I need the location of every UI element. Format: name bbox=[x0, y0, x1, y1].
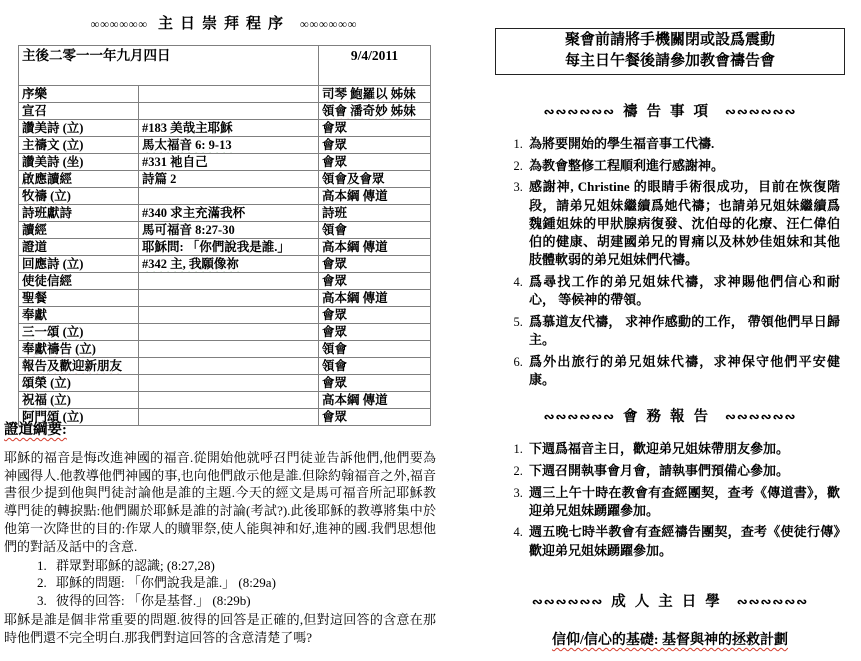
program-item-label: 三一頌 (立) bbox=[22, 325, 84, 339]
program-row bbox=[19, 392, 431, 409]
program-item-cell bbox=[19, 392, 139, 409]
program-who-cell bbox=[319, 171, 431, 188]
program-item-label: 阿門頌 (立) bbox=[22, 410, 84, 424]
program-content-text: #183 美哉主耶穌 bbox=[142, 121, 233, 135]
program-content-cell bbox=[139, 324, 319, 341]
worship-program-title: 主日崇拜程序 bbox=[157, 16, 290, 32]
ornament-swirl-icon: ∾∾∾∾∾∾ bbox=[725, 409, 797, 425]
program-item-cell bbox=[19, 324, 139, 341]
program-item-label: 祝福 (立) bbox=[22, 393, 71, 407]
program-who-text: 會眾 bbox=[322, 257, 348, 271]
program-item-label: 奉獻禱告 (立) bbox=[22, 342, 96, 356]
sermon-points-list bbox=[50, 557, 436, 610]
program-table bbox=[18, 45, 431, 426]
program-row bbox=[19, 307, 431, 324]
ornament-swirl-icon: ∾∾∾∾∾∾ bbox=[736, 593, 809, 609]
program-content-cell bbox=[139, 307, 319, 324]
program-content-cell bbox=[139, 392, 319, 409]
date-row bbox=[19, 46, 431, 86]
program-content-text: 馬可福音 8:27-30 bbox=[142, 223, 235, 237]
program-item-label: 聖餐 bbox=[22, 291, 48, 305]
program-content-cell bbox=[139, 256, 319, 273]
program-content-cell bbox=[139, 358, 319, 375]
program-item-cell bbox=[19, 86, 139, 103]
sermon-paragraph-1: 耶穌的福音是悔改進神國的福音.從開始他就呼召門徒並告訴他們,他們要為神國得人.他教導他們神國的事,也向他們啟示他是誰.但除約翰福音之外,福音書很少提到他與門徒討論他是誰的主題.今天的經文是馬可福音所記耶穌教導門徒的轉捩點:他們關於耶穌是誰的討論(考試?).此後耶穌的教導將集中於他第一次降世的目的:作眾人的贖罪祭,使人能與神和好,進神的國.我們思想他們的對話及話中的含意. bbox=[4, 449, 436, 554]
program-row bbox=[19, 120, 431, 137]
program-row bbox=[19, 188, 431, 205]
program-who-cell bbox=[319, 103, 431, 120]
program-who-text: 領會 bbox=[322, 223, 348, 237]
program-who-text: 會眾 bbox=[322, 121, 348, 135]
program-who-text: 會眾 bbox=[322, 325, 348, 339]
program-item-cell bbox=[19, 341, 139, 358]
program-row bbox=[19, 137, 431, 154]
prayer-item: 4. 爲尋找工作的弟兄姐妹代禱，求神賜他們信心和耐心， 等候神的帶領。 bbox=[526, 273, 840, 309]
program-row bbox=[19, 86, 431, 103]
ornament-swirl-icon: ∾∾∾∾∾∾ bbox=[531, 593, 604, 609]
program-item-label: 奉獻 bbox=[22, 308, 48, 322]
program-item-cell bbox=[19, 171, 139, 188]
program-item-label: 序樂 bbox=[22, 87, 48, 101]
program-row bbox=[19, 171, 431, 188]
program-row bbox=[19, 239, 431, 256]
program-row bbox=[19, 358, 431, 375]
program-item-cell bbox=[19, 239, 139, 256]
prayer-items-list bbox=[504, 135, 840, 389]
program-content-cell bbox=[139, 137, 319, 154]
program-who-text: 領會及會眾 bbox=[322, 172, 385, 186]
program-content-cell bbox=[139, 205, 319, 222]
program-item-cell bbox=[19, 256, 139, 273]
program-item-cell bbox=[19, 307, 139, 324]
program-content-cell bbox=[139, 341, 319, 358]
program-item-label: 牧禱 (立) bbox=[22, 189, 71, 203]
program-who-cell bbox=[319, 188, 431, 205]
program-item-label: 詩班獻詩 bbox=[22, 206, 73, 220]
program-content-cell bbox=[139, 222, 319, 239]
date-cell bbox=[19, 46, 319, 86]
sermon-point: 1. 群眾對耶穌的認識; (8:27,28) bbox=[50, 557, 436, 575]
ornament-swirl-icon: ∾∾∾∾∾∾ bbox=[543, 409, 615, 425]
program-item-cell bbox=[19, 290, 139, 307]
date-value: 9/4/2011 bbox=[350, 48, 399, 63]
prayer-title: 禱告事項 bbox=[623, 104, 717, 120]
program-content-text: #342 主, 我願像祢 bbox=[142, 257, 239, 271]
program-content-cell bbox=[139, 273, 319, 290]
program-who-cell bbox=[319, 120, 431, 137]
program-who-cell bbox=[319, 290, 431, 307]
prayer-section-heading bbox=[490, 100, 850, 121]
program-item-label: 使徒信經 bbox=[22, 274, 73, 288]
program-item-cell bbox=[19, 188, 139, 205]
program-who-text: 會眾 bbox=[322, 155, 348, 169]
program-item-cell bbox=[19, 137, 139, 154]
program-who-cell bbox=[319, 324, 431, 341]
program-row bbox=[19, 154, 431, 171]
date-text: 主後二零一一年九月四日 bbox=[22, 48, 171, 63]
program-content-cell bbox=[139, 120, 319, 137]
notice-box bbox=[495, 28, 845, 75]
program-who-text: 高本綱 傳道 bbox=[322, 189, 388, 203]
sunday-school-title: 成人主日學 bbox=[611, 593, 729, 610]
program-who-cell bbox=[319, 358, 431, 375]
program-who-text: 司琴 鮑羅以 姊妹 bbox=[322, 87, 416, 101]
program-row bbox=[19, 256, 431, 273]
program-who-text: 高本綱 傳道 bbox=[322, 393, 388, 407]
program-item-label: 主禱文 (立) bbox=[22, 138, 84, 152]
program-who-cell bbox=[319, 86, 431, 103]
program-who-cell bbox=[319, 341, 431, 358]
page-title bbox=[18, 12, 430, 33]
program-content-cell bbox=[139, 103, 319, 120]
program-item-cell bbox=[19, 273, 139, 290]
program-item-label: 報告及歡迎新朋友 bbox=[22, 359, 123, 373]
program-row bbox=[19, 341, 431, 358]
program-who-cell bbox=[319, 239, 431, 256]
sunday-school-topic: 信仰/信心的基礎: 基督與神的拯救計劃 bbox=[551, 632, 789, 648]
ornament-chain-right: ∞∞∞∞∞∞ bbox=[300, 17, 358, 31]
notice-line-2: 每主日午餐後請參加教會禱告會 bbox=[564, 53, 775, 69]
sunday-school-subtitle bbox=[490, 629, 850, 649]
program-who-cell bbox=[319, 392, 431, 409]
program-who-cell bbox=[319, 256, 431, 273]
program-item-cell bbox=[19, 205, 139, 222]
program-who-text: 會眾 bbox=[322, 138, 348, 152]
business-item: 4. 週五晚七時半教會有查經禱告團契，查考《使徒行傳》歡迎弟兄姐妹踴躍參加。 bbox=[526, 523, 840, 559]
program-who-text: 會眾 bbox=[322, 376, 348, 390]
business-item: 3. 週三上午十時在教會有查經團契，查考《傳道書》，歡迎弟兄姐妹踴躍參加。 bbox=[526, 484, 840, 520]
sermon-outline bbox=[4, 421, 436, 647]
announcements-column bbox=[490, 0, 850, 649]
program-row bbox=[19, 324, 431, 341]
program-who-text: 領會 bbox=[322, 359, 348, 373]
program-who-text: 會眾 bbox=[322, 274, 348, 288]
program-content-cell bbox=[139, 171, 319, 188]
program-row bbox=[19, 205, 431, 222]
program-item-cell bbox=[19, 103, 139, 120]
sermon-point: 3. 彼得的回答: 「你是基督.」 (8:29b) bbox=[50, 592, 436, 610]
business-items-list bbox=[504, 440, 840, 560]
ornament-swirl-icon: ∾∾∾∾∾∾ bbox=[725, 104, 797, 119]
program-row bbox=[19, 290, 431, 307]
program-who-cell bbox=[319, 307, 431, 324]
program-content-cell bbox=[139, 86, 319, 103]
program-who-cell bbox=[319, 222, 431, 239]
program-row bbox=[19, 375, 431, 392]
program-content-cell bbox=[139, 290, 319, 307]
program-who-cell bbox=[319, 205, 431, 222]
business-title: 會務報告 bbox=[623, 409, 717, 426]
program-who-text: 領會 潘奇妙 姊妹 bbox=[322, 104, 416, 118]
program-item-label: 頌榮 (立) bbox=[22, 376, 71, 390]
program-who-text: 會眾 bbox=[322, 410, 348, 424]
program-item-cell bbox=[19, 358, 139, 375]
program-who-cell bbox=[319, 137, 431, 154]
prayer-item: 6. 爲外出旅行的弟兄姐妹代禱，求神保守他們平安健康。 bbox=[526, 353, 840, 389]
program-content-text: #340 求主充滿我杯 bbox=[142, 206, 246, 220]
program-row bbox=[19, 222, 431, 239]
program-who-cell bbox=[319, 154, 431, 171]
program-content-text: 耶穌問: 「你們說我是誰.」 bbox=[142, 240, 290, 254]
program-item-cell bbox=[19, 375, 139, 392]
program-who-text: 會眾 bbox=[322, 308, 348, 322]
program-row bbox=[19, 273, 431, 290]
program-row bbox=[19, 103, 431, 120]
sermon-paragraph-2: 耶穌是誰是個非常重要的問題.彼得的回答是正確的,但對這回答的含意在那時他們還不完全明白.那我們對這回答的含意清楚了嗎? bbox=[4, 611, 436, 645]
program-item-label: 啟應讀經 bbox=[22, 172, 73, 186]
program-item-cell bbox=[19, 154, 139, 171]
date-value-cell bbox=[319, 46, 431, 86]
program-who-text: 高本綱 傳道 bbox=[322, 240, 388, 254]
program-who-text: 詩班 bbox=[322, 206, 348, 220]
program-content-text: 馬太福音 6: 9-13 bbox=[142, 138, 232, 152]
prayer-item: 5. 爲慕道友代禱， 求神作感動的工作， 帶領他們早日歸主。 bbox=[526, 313, 840, 349]
program-content-cell bbox=[139, 188, 319, 205]
sunday-school-heading bbox=[490, 590, 850, 611]
program-who-cell bbox=[319, 273, 431, 290]
ornament-swirl-icon: ∾∾∾∾∾∾ bbox=[543, 104, 615, 119]
program-item-label: 讚美詩 (坐) bbox=[22, 155, 84, 169]
business-item: 1. 下週爲福音主日，歡迎弟兄姐妹帶朋友參加。 bbox=[526, 440, 840, 458]
business-section-heading bbox=[490, 405, 850, 426]
program-item-label: 證道 bbox=[22, 240, 48, 254]
program-content-text: 詩篇 2 bbox=[142, 172, 177, 186]
prayer-item: 2. 為教會整修工程順利進行感謝神。 bbox=[526, 157, 840, 175]
ornament-chain-left: ∞∞∞∞∞∞ bbox=[90, 17, 148, 31]
program-content-text: #331 祂自己 bbox=[142, 155, 208, 169]
prayer-item: 3. 感謝神, Christine 的眼睛手術很成功，目前在恢復階段，請弟兄姐妹繼續爲她代禱；也請弟兄姐妹繼續爲魏鍾姐妹的甲狀腺病復發、沈伯母的化療、汪仁偉伯伯的健康、胡建國弟兄的胃痛以及林妙佳姐妹和其他肢體軟弱的弟兄姐妹們代禱。 bbox=[526, 178, 840, 269]
program-item-label: 回應詩 (立) bbox=[22, 257, 84, 271]
program-item-cell bbox=[19, 120, 139, 137]
program-item-cell bbox=[19, 222, 139, 239]
program-who-text: 高本綱 傳道 bbox=[322, 291, 388, 305]
program-who-cell bbox=[319, 375, 431, 392]
program-content-cell bbox=[139, 239, 319, 256]
program-item-label: 讚美詩 (立) bbox=[22, 121, 84, 135]
program-who-text: 領會 bbox=[322, 342, 348, 356]
notice-line-1: 聚會前請將手機關閉或設爲震動 bbox=[564, 32, 775, 48]
prayer-item: 1. 為將要開始的學生福音事工代禱. bbox=[526, 135, 840, 153]
program-content-cell bbox=[139, 154, 319, 171]
sermon-point: 2. 耶穌的問題: 「你們說我是誰.」 (8:29a) bbox=[50, 574, 436, 592]
sermon-outline-heading: 證道綱要: bbox=[4, 422, 67, 438]
program-content-cell bbox=[139, 375, 319, 392]
program-item-label: 宣召 bbox=[22, 104, 48, 118]
business-item: 2. 下週召開執事會月會，請執事們預備心參加。 bbox=[526, 462, 840, 480]
program-item-label: 讀經 bbox=[22, 223, 48, 237]
